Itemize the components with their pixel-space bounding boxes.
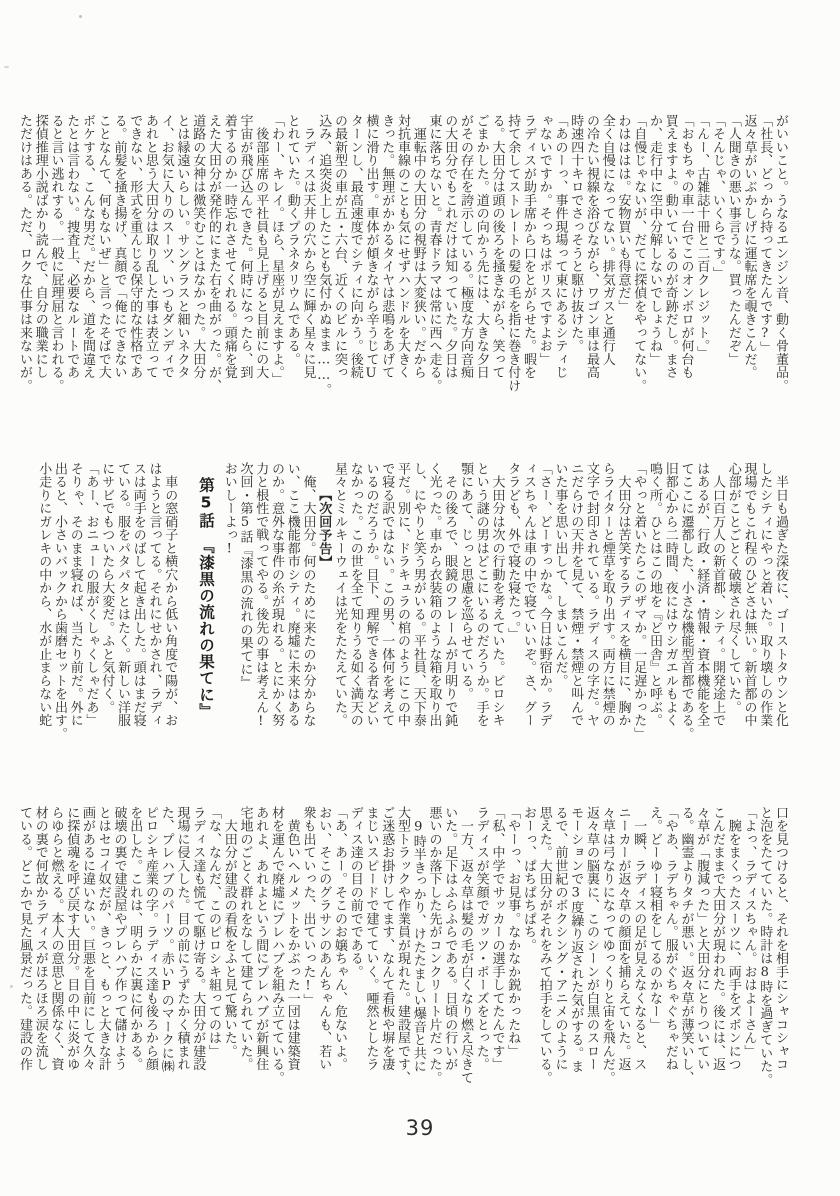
text-column: 「人聞きの悪い事言うな。買ったんだぞ」: [725, 114, 741, 366]
text-column: 俺、大田分。何のために来たのか分からな: [300, 462, 316, 727]
text-column: 一瞬、ラディスの足が見えなくなると、ス: [631, 806, 647, 1071]
text-column: 込み、追突炎上したことも気付かぬまま……。: [316, 114, 332, 397]
text-column: ニだらけの天井を見て、禁煙・禁煙と叫んで: [568, 462, 584, 727]
text-column: 小走りにガレキの中から、水が止まらない蛇: [36, 462, 52, 727]
text-column: 「やーっ、お見事。なかなか鋭かったね」: [505, 806, 521, 1058]
text-column: 破壊の裏で建設屋やプレハブ作って儲けよう: [111, 806, 127, 1071]
text-column: 々草は弓なりになってゆっくりと宙を飛んだ。: [599, 806, 615, 1085]
text-column: 東に落ちないと。青春ドラマは常に西へ走る。: [426, 114, 442, 393]
text-column: とはセコイ奴だが、きっと、もっと大きな計: [95, 806, 111, 1071]
text-column: てここに遷都した、小さな機能型首都である。: [678, 462, 694, 741]
text-column: の冷たい視線を浴びながら、ワゴン車は最高: [584, 114, 599, 379]
text-column: 「おもちゃの車一台でこのオンボロが何台も: [678, 114, 694, 379]
text-column: らゆらと燃える。本人の意思と関係なく、資: [48, 806, 64, 1071]
text-column: 現場に侵入した。目の前にうずたかく積まれ: [174, 806, 190, 1071]
story-text-band-top: [16, 114, 788, 410]
text-column: の最新型の車が五・六台、近くのビルに突っ: [332, 114, 347, 379]
text-column: ターンし、最高速度でシティに向かう。後続: [347, 114, 363, 379]
text-column: 「社長、どっから持ってきたんです?」: [757, 114, 773, 355]
text-column: 旧都心から二時間、夜にはウシガエルもよく: [662, 462, 678, 727]
text-column: ピロシキ産業の字。ラディス達も後ろから顔: [143, 806, 158, 1071]
text-column: はあるが、行政・経済・情報・資本機能を全: [694, 462, 710, 727]
text-column: 口を見つけると、それを相手にシャコシャコ: [773, 806, 788, 1071]
text-column: 返々草の脳裏に、このシーンが白黒のスロー: [584, 806, 599, 1071]
text-column: 腕をまくったスーツに、両手をズボンにつ: [725, 806, 741, 1071]
text-column: 「さー、どーすっかな。今日は野宿か。ラデ: [536, 462, 552, 727]
text-column: 星々とミルキーウェイは光をたたえていた。: [332, 462, 347, 727]
text-column: こんだままで大田分が現われた。後には、返: [710, 806, 725, 1071]
text-column: か、走行中に空中分解しないでしょうね」: [647, 114, 662, 366]
text-column: ゃないですか。そっちはポリスですよお」: [536, 114, 552, 366]
text-column: 「やっと着いたらこのザマか。一足遅かった」: [631, 462, 647, 741]
text-column: 「よっ、ラディスちゃん。おはよーさん」: [741, 806, 757, 1058]
text-column: 着するのか一時忘れさせてくれる。頭痛を覚: [221, 114, 237, 379]
page-number: 39: [405, 1116, 435, 1140]
text-column: で寝る訳ではない。この男、一体何を考えて: [379, 462, 395, 727]
text-column: 宇宙が飛び込んできた。何時になったら、到: [237, 114, 253, 379]
text-column: その後ろで、眼鏡のフレームが月明りで鈍: [442, 462, 458, 727]
text-column: に探偵魂を呼び戻す大田分。目の中に炎がゆ: [64, 806, 80, 1071]
text-column: 「自慢じゃないが、だてに探偵をやってない。: [631, 114, 647, 393]
text-column: のか。意外な事件の糸が現れる。とにかく努: [269, 462, 284, 727]
text-column: し、にやりと笑う男がいる。平社員、天下泰: [410, 462, 426, 727]
text-column: と泡をたてていた。時計は8時を過ぎていた。: [757, 806, 773, 1087]
text-column: ィスちゃんは車の中で寝ていいぞ。さ、グー: [521, 462, 536, 727]
text-column: 「あー、おニューの服がくしゃくしゃだあ」: [83, 462, 99, 727]
text-column: 対抗車線のことも気にせずハンドルを大きく: [395, 114, 410, 379]
scan-speck: [10, 985, 13, 988]
text-column: という謎の男はどこにいるのだろうか。手を: [473, 462, 489, 727]
text-column: ことなんて、何もないぜ」と言ったそばで大: [95, 114, 111, 379]
text-column: 「わー、キレイ。ほら、星座が見えますよ。」: [269, 114, 284, 386]
text-column: とは縁遠いらしい。サングラスと細いネクタ: [174, 114, 190, 379]
text-column: いた事を思い出して、しまいこんだ。: [552, 462, 568, 688]
text-column: 半日も過ぎた深夜に、ゴーストタウンと化: [773, 462, 788, 727]
text-column: 顎にあて、じっと思慮を巡らせている。: [458, 462, 473, 701]
text-column: おいしーよっ!: [221, 462, 237, 557]
text-column: 大型トラックや作業員が現れた。建設屋です、: [395, 806, 410, 1085]
text-column: モーションで3度繰り返された気がする。ま: [568, 806, 584, 1073]
text-column: ラディスは天井の穴から空に輝く星々に見: [300, 114, 316, 379]
text-column: い、ここ機能都市シティ。廃墟に未来はある: [284, 462, 300, 727]
text-column: 運転中の大田分の視野は大変狭い。だから: [410, 114, 426, 379]
text-column: 持て余してストレートの髪の毛を指に巻き付け: [505, 114, 521, 393]
text-column: にサビでもついたら大変だ。ふと気付く。: [99, 462, 115, 714]
text-column: できない、形式を重んじる保守的な性格であ: [127, 114, 143, 379]
text-column: スは両手をのばして起き出した。頭はまだ寝: [130, 462, 146, 727]
text-column: 黄色いヘルメットをかぶった一団は建築資: [284, 806, 300, 1071]
text-column: あれよ、あれよという間にプレハブが新興住: [253, 806, 269, 1071]
text-column: 現場でもこれ程のひどさは無い。新首都の中: [741, 462, 757, 727]
text-column: 次回・第5話『漆黒の流れの果てに』: [237, 462, 253, 690]
text-column: がその存在を誇示している。極度な方向音痴: [458, 114, 473, 379]
text-column: ラディス達も慌てて駆け寄る。大田分が建設: [190, 806, 206, 1071]
text-column: まじいスピードで建てていく。唖然としたラ: [363, 806, 379, 1071]
text-column: 大田分は次の行動を考えていた。ピロシキ: [489, 462, 505, 727]
text-column: いるのだろうか。目下、理解できる者などい: [363, 462, 379, 727]
text-column: ると言い逃れする。一般に屁理屈と言われる。: [48, 114, 64, 393]
text-column: 平だ。別に、ドラキュラの棺のようにこの中: [395, 462, 410, 727]
text-column: きった。無理がかかるタイヤは悲鳴をあげて: [379, 114, 395, 379]
text-column: ごまかした。道の向かう先には、大きな夕日: [473, 114, 489, 379]
text-column: 出ると、小さいバックから歯磨セットを出す。: [52, 462, 67, 741]
text-column: なかった。この世を全て知りうる如く満天の: [347, 462, 363, 727]
text-column: 鳴く所。ひとはこの地を『ど田舎』と呼ぶ。: [647, 462, 662, 727]
text-column: とれていた。動くプラネタリウムである。: [284, 114, 300, 366]
chapter-title: 第5話 『漆黒の流れの果てに』: [197, 477, 215, 720]
text-column: ニーカーが返々草の顔面を捕らえていた。返: [615, 806, 631, 1071]
text-column: 「あのーっ、事件現場って東にあるシティじ: [552, 114, 568, 379]
text-column: 返々草がいぶかしげに運転席を覗きこんだ。: [741, 114, 757, 379]
text-column: 大田分は苦笑するラディスを横目に、胸か: [615, 462, 631, 727]
text-column: 材を運んで廃墟にプレハブを組み立てている。: [269, 806, 284, 1085]
text-column: ている。どこかで見た風景だった。建設の作: [17, 806, 32, 1071]
story-text-band-bottom: [16, 806, 788, 1102]
text-column: おーっ、ぱちぱちぱち。: [521, 806, 536, 952]
text-column: る。大田分は頭の後ろを掻きながら、笑って: [489, 114, 505, 379]
text-column: 文字で封印されている。ラディスの字だ。ヤ: [584, 462, 599, 727]
text-column: 心部がことごとく破壊され尽くしていた。: [725, 462, 741, 714]
text-column: るで、前世紀のボクシング・アニメのように: [552, 806, 568, 1071]
scan-speck: [79, 15, 82, 18]
text-column: わはははは。安物買いも得意だ」: [615, 114, 631, 313]
text-column: を出した。これは、明らかに裏に何かある。: [127, 806, 143, 1071]
next-episode-preview-heading: 【次回予告】: [316, 488, 332, 569]
text-column: 「んー、古雑誌十冊と二百クレジット。」: [694, 114, 710, 360]
text-column: る。前髪を掻き揚げ、真顔で「俺にできない: [111, 114, 127, 379]
text-column: 材の裏で何故かラディスがほろほろ涙を流し: [32, 806, 48, 1071]
text-column: したシティにやっと着いた。取り壊しの作業: [757, 462, 773, 727]
text-column: タラども、外で寝た寝たっ。」: [505, 462, 521, 641]
text-column: 「あ、あー。そこのお嬢ちゃん、危ないよ。: [332, 806, 347, 1071]
text-column: らライターと煙草を取り出す。両方に禁煙の: [599, 462, 615, 727]
text-column: ご迷惑お掛けしてます、なんて看板や塀を凄: [379, 806, 395, 1071]
text-column: ただけはある。ただ、ロクな仕事は来ないが。: [17, 114, 32, 393]
text-column: 全く自慢になってない。排気ガスと通行人: [599, 114, 615, 366]
text-column: く光った。車から衣装箱のような箱を取り出: [426, 462, 442, 727]
text-column: た、プレハブのパーツ。赤いPのマークに㈱: [158, 806, 174, 1073]
text-column: 「私、中学でサッカーの選手してたんです」: [489, 806, 505, 1071]
text-column: 宅地のごとく群れをなして建てられていた。: [237, 806, 253, 1071]
text-column: 々草が「腹減った」と大田分にとりついてい: [694, 806, 710, 1071]
text-column: 思えた。大田分がそれをみて拍手をしている。: [536, 806, 552, 1085]
text-column: 「そんじゃ、いくらです。」: [710, 114, 725, 280]
text-column: はようと言ってる。それにせかされ、ラディ: [146, 462, 162, 727]
text-column: ている。服をパタパタとはたく。新しい洋服: [115, 462, 130, 727]
text-column: 横に滑り出す。車体が傾きながら辛うじてU: [363, 114, 379, 381]
text-column: 車の窓硝子と横穴から低い角度で陽が、お: [162, 462, 178, 727]
text-column: 時速四十キロでさっそうと駆け抜けた。: [568, 114, 584, 353]
text-column: そりゃ、そのまま寝れば、当たり前だ。外に: [67, 462, 83, 727]
text-column: ボケする、こんな男だ。だから、道を間違え: [80, 114, 95, 379]
scan-speck: [4, 66, 9, 68]
text-column: 一方、返々草は髪の毛が白くなり燃え尽きて: [458, 806, 473, 1085]
text-column: 画があるに違いない。巨悪を目前にして久々: [80, 806, 95, 1071]
text-column: おい、そこのグラサンのあんちゃんも、若い: [316, 806, 332, 1071]
text-column: 買えますよ。動いているのが奇跡だし。まさ: [662, 114, 678, 379]
text-column: イ、お気に入りのスーツ、いつもダンディで: [158, 114, 174, 379]
text-column: 9時半きっかり、けたたましい爆音と共に: [410, 806, 426, 1073]
story-text-band-middle: [36, 462, 789, 758]
text-column: あれと思う大田分は取り乱した事は表立って: [143, 114, 158, 379]
text-column: 衆も出ていった、出ていった!」: [300, 806, 316, 1007]
text-column: 「やあ、ラデちゃん。服がぐちゃぐちゃだね: [662, 806, 678, 1071]
text-column: え。どーゆー寝相をしてるのかなー」: [647, 806, 662, 1032]
text-column: 力と根性で戦ってやる。後先の事は考えん!: [253, 462, 269, 729]
text-column: ラディスが笑顔でガッツ・ポーズをとった。: [473, 806, 489, 1071]
text-column: 悪いのか落下した先がコンクリート片だった。: [426, 806, 442, 1085]
text-column: たとは言わない。捜査上、必要なルートであ: [64, 114, 80, 379]
text-column: る。幽霊よりタチが悪い。返々草が薄笑いし、: [678, 806, 694, 1085]
text-column: ディス達の目の前でである。: [347, 806, 363, 979]
text-column: 大田分が建設の看板をふと見て驚いた。: [221, 806, 237, 1058]
text-column: ラディスが助手席から口をとがらせた。暇を: [521, 114, 536, 379]
text-column: の大田分でもこれだけは知っていた。夕日は: [442, 114, 458, 379]
text-column: 道路の女神は微笑むことはなかった。大田分: [190, 114, 206, 379]
text-column: いた。足下はふらふらである。日頃の行いが: [442, 806, 458, 1071]
text-column: 探偵推理小説ばかり読んで、自分の職業にし: [32, 114, 48, 379]
text-column: がいいこと。うなるエンジン音、動く骨董品。: [773, 114, 788, 393]
text-column: 後部座席の平社員も見上げると目前にの大: [253, 114, 269, 379]
text-column: 人口百万人の新首都、シティ。開発途上で: [710, 462, 725, 727]
text-column: えた大田分が発作的にまた右を曲がった。が、: [206, 114, 221, 393]
text-column: 「な、なんだ、このピロシキ組ってのは」: [206, 806, 221, 1058]
